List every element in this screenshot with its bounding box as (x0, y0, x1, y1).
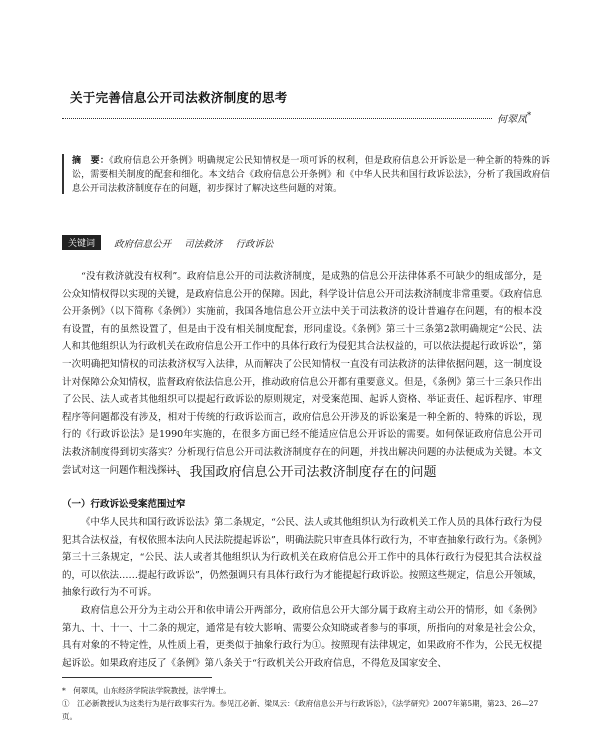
abstract-label: 摘 要： (72, 156, 110, 166)
abstract (72, 154, 550, 196)
footnote-1: ① 江必新教授认为这类行为是行政事实行为。参见江必新、梁凤云：《政府信息公开与行政诉讼》，《法学研究》2007年第5期，第23、26—27页。 (62, 699, 539, 721)
subsection-heading: （一）行政诉讼受案范围过窄 (62, 499, 186, 510)
footnotes (62, 684, 542, 723)
author-footnote-mark: * (527, 110, 532, 120)
keyword-item: 政府信息公开 (114, 238, 172, 250)
article-title: 关于完善信息公开司法救济制度的思考 (70, 90, 288, 105)
keywords-row (62, 232, 540, 250)
keyword-item: 司法救济 (184, 238, 223, 250)
keyword-item: 行政诉讼 (235, 238, 274, 250)
footnote-rule (62, 677, 212, 678)
title-dotted-rule (62, 118, 492, 119)
section-paragraph: 政府信息公开分为主动公开和依申请公开两部分，政府信息公开大部分属于政府主动公开的情形，如《条例》第九、十、十一、十二条的规定，通常是有较大影响、需要公众知晓或者参与的事项，所指向的对象是社会公众，具有对象的不特定性，从性质上看，更类似于抽象行政行为①。按照现有法律规定，如果政府不作为，公民无权提起诉讼。如果政府违反了《条例》第八条关于“行政机关公开政府信息，不得危及国家安全、 (62, 604, 542, 669)
abstract-box (62, 154, 550, 194)
intro-body (62, 268, 542, 479)
footnote-author: * 何翠凤，山东经济学院法学院教授，法学博士。 (62, 686, 231, 695)
section-heading: 一、我国政府信息公开司法救济制度存在的问题 (163, 465, 437, 480)
intro-paragraph: “没有救济就没有权利”。政府信息公开的司法救济制度，是成熟的信息公开法律体系不可缺少的组成部分，是公众知情权得以实现的关键，是政府信息公开的保障。因此，科学设计信息公开司法救济制度非常重要。《政府信息公开条例》（以下简称《条例》）实施前，我国各地信息公开立法中关于司法救济的设计普遍存在问题，有的根本没有设置，有的虽然设置了，但是由于没有相关制度配套，形同虚设。《条例》第三十三条第2款明确规定“公民、法人和其他组织认为行政机关在政府信息公开工作中的具体行政行为侵犯其合法权益的，可以依法提起行政诉讼”，第一次明确把知情权的司法救济权写入法律，从而解决了公民知情权一直没有司法救济的法律依据问题，这一制度设计对保障公众知情权，监督政府依法信息公开，推动政府信息公开都有重要意义。但是，《条例》第三十三条只作出了公民、法人或者其他组织可以提起行政诉讼的原则规定，对受案范围、起诉人资格、举证责任、起诉程序、审理程序等问题都没有涉及，相对于传统的行政诉讼而言，政府信息公开涉及的诉讼案是一种全新的、特殊的诉讼，现行的《行政诉讼法》是1990年实施的，在很多方面已经不能适应信息公开诉讼的需要。如何保证政府信息公开司法救济制度得到切实落实？分析现行信息公开司法救济制度存在的问题，并找出解决问题的办法便成为关键。本文尝试对这一问题作粗浅探讨。 (62, 271, 542, 476)
author-text: 何翠凤 (497, 114, 527, 126)
author-name (497, 110, 531, 125)
abstract-text: 《政府信息公开条例》明确规定公民知情权是一项可诉的权利，但是政府信息公开诉讼是一种全新的特殊的诉讼，需要相关制度的配套和细化。本文结合《政府信息公开条例》和《中华人民共和国行政诉讼法》，分析了我国政府信息公开司法救济制度存在的问题，初步探讨了解决这些问题的对策。 (72, 156, 550, 194)
section-body (62, 514, 542, 672)
keywords-label: 关键词 (62, 235, 101, 250)
section-paragraph: 《中华人民共和国行政诉讼法》第二条规定，“公民、法人或其他组织认为行政机关工作人员的具体行政行为侵犯其合法权益，有权依照本法向人民法院提起诉讼”，明确法院只审查具体行政行为，不审查抽象行政行为。《条例》第三十三条规定，“公民、法人或者其他组织认为行政机关在政府信息公开工作中的具体行政行为侵犯其合法权益的，可以依法……提起行政诉讼”，仍然强调只有具体行政行为才能提起行政诉讼。按照这些规定，信息公开领域，抽象行政行为不可诉。 (62, 517, 542, 599)
